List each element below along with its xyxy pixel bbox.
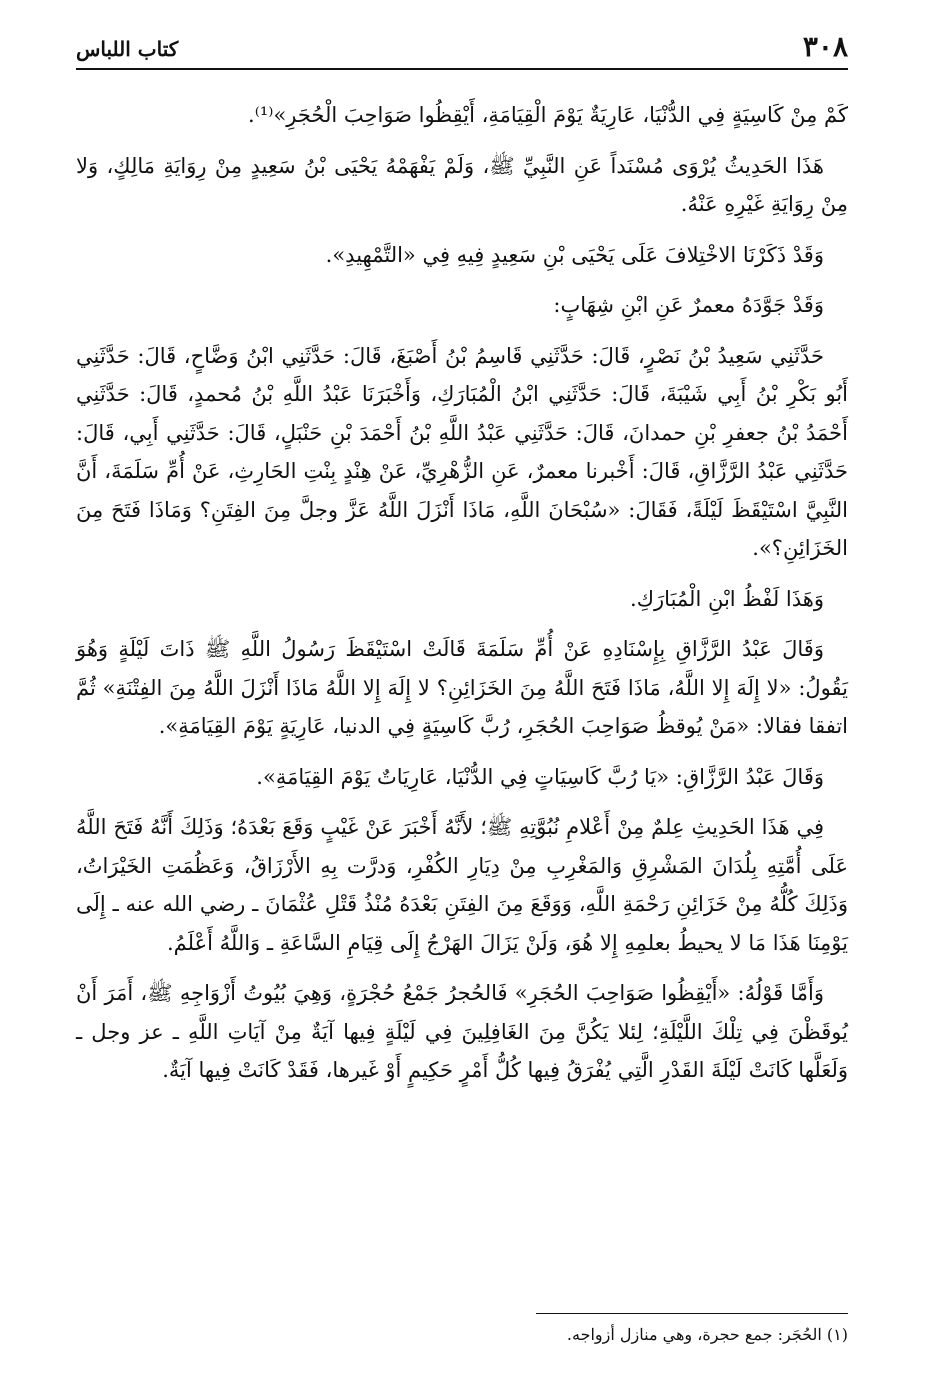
paragraph-lafz-note: وَهَذَا لَفْظُ ابْنِ الْمُبَارَكِ. <box>630 586 824 611</box>
paragraph-hadith-end: كَمْ مِنْ كَاسِيَةٍ فِي الدُّنْيَا، عَارِيَةٌ يَوْمَ الْقِيَامَةِ، أَيْقِظُوا صَوَاحِبَ الْحُجَرِ»⁽¹⁾. <box>248 103 848 127</box>
header-rule <box>76 68 848 70</box>
paragraph-abdurrazzaq-wording: وَقَالَ عَبْدُ الرَّزَّاقِ: «يَا رُبَّ كَاسِيَاتٍ فِي الدُّنْيَا، عَارِيَاتٌ يَوْمَ القِيَامَةِ». <box>256 764 824 789</box>
paragraph-isnad-chain: حَدَّثَنِي سَعِيدُ بْنُ نَصْرٍ، قَالَ: حَدَّثَنِي قَاسِمُ بْنُ أَصْبَغَ، قَالَ: حَدَّثَنِي ابْنُ وَضَّاحٍ، قَالَ: حَدَّثَنِي أَبُو بَكْرِ بْنُ أَبِي شَيْبَةَ، قَالَ: حَدَّثَنِي ابْنُ الْمُبَارَكِ، وَأَخْبَرَنَا عَبْدُ اللَّهِ بْنُ مُحمدٍ، قَالَ: حَدَّثَنِي أَحْمَدُ بْنُ جعفرِ بْنِ حمدانَ، قَالَ: حَدَّثَنِي عَبْدُ اللَّهِ بْنُ أَحْمَدَ بْنِ حَنْبَلٍ، قَالَ: حَدَّثَنِي أَبِي، قَالَ: حَدَّثَنِي عَبْدُ الرَّزَّاقِ، قَالَ: أَخْبرنا معمرٌ، عَنِ الزُّهْرِيِّ، عَنْ هِنْدٍ بِنْتِ الحَارِثِ، عَنْ أُمِّ سَلَمَةَ، أَنَّ النَّبِيَّ اسْتَيْقَظَ لَيْلَةً، فَقَالَ: «سُبْحَانَ اللَّهِ، مَاذَا أَنْزَلَ اللَّهُ عَزَّ وجلَّ مِنَ الفِتَنِ؟ وَمَاذَا فَتَحَ مِنَ الخَزَائِنِ؟». <box>76 343 848 560</box>
running-title: كتاب اللباس <box>76 37 179 61</box>
footnote-rule <box>536 1313 848 1314</box>
page-header <box>76 30 848 70</box>
paragraph-abdurrazzaq-narration: وَقَالَ عَبْدُ الرَّزَّاقِ بِإِسْنَادِهِ عَنْ أُمِّ سَلَمَةَ قَالَتْ اسْتَيْقَظَ رَسُولُ اللَّهِ ﷺ ذَاتَ لَيْلَةٍ وَهُوَ يَقُولُ: «لا إِلَهَ إِلا اللَّهُ، مَاذَا فَتَحَ اللَّهُ مِنَ الخَزَائِنِ؟ لا إِلَهَ إِلا اللَّهُ مَاذَا أَنْزَلَ اللَّهُ مِنَ الفِتْنَةِ» ثُمَّ اتفقا فقالا: «مَنْ يُوقظُ صَوَاحِبَ الحُجَرِ، رُبَّ كَاسِيَةٍ فِي الدنيا، عَارِيَةٍ يَوْمَ القِيَامَةِ». <box>76 637 848 738</box>
page-number: ٣٠٨ <box>802 30 848 63</box>
paragraph-tamhid-note: وَقَدْ ذَكَرْنَا الاخْتِلافَ عَلَى يَحْيَى بْنِ سَعِيدٍ فِيهِ فِي «التَّمْهِيدِ». <box>325 242 824 267</box>
body-text <box>76 96 848 1102</box>
paragraph-mamar-note: وَقَدْ جَوَّدَهُ معمرٌ عَنِ ابْنِ شِهَابٍ: <box>553 293 824 317</box>
paragraph-musnad-note: هَذَا الحَدِيثُ يُرْوَى مُسْنَداً عَنِ النَّبِيِّ ﷺ، وَلَمْ يَفْهَمْهُ يَحْيَى بْنُ سَعِيدٍ مِنْ رِوَايَةِ مَالِكٍ، وَلا مِنْ رِوَايَةِ غَيْرِهِ عَنْهُ. <box>76 153 848 216</box>
paragraph-hujar-explanation: وَأَمَّا قَوْلُهُ: «أَيْقِظُوا صَوَاحِبَ الحُجَرِ» فَالحُجرُ جَمْعُ حُجْرَةٍ، وَهِيَ بُيُوتُ أَزْوَاجِهِ ﷺ، أَمَرَ أَنْ يُوقَظْنَ فِي تِلْكَ اللَّيْلَةِ؛ لِئلا يَكُنَّ مِنَ الغَافِلِينَ فِي لَيْلَةٍ فِيها آيَةٌ مِنْ آيَاتِ اللَّهِ ـ عز وجل ـ وَلَعَلَّها كَانَتْ لَيْلَةَ القَدْرِ الَّتِي يُفْرَقُ فِيها كُلُّ أَمْرٍ حَكِيمٍ أَوْ غَيرها، فَقَدْ كَانَتْ فِيها آيَةٌ. <box>76 981 848 1082</box>
paragraph-commentary: فِي هَذَا الحَدِيثِ عِلمٌ مِنْ أَعْلامِ نُبُوَّتِهِ ﷺ؛ لأَنَّهُ أَخْبَرَ عَنْ غَيْبٍ وَقَعَ بَعْدَهُ؛ وَذَلِكَ أَنَّهُ فَتَحَ اللَّهُ عَلَى أُمَّتِهِ بِلُدَانَ المَشْرِقِ وَالمَغْرِبِ مِنْ دِيَارِ الكُفْرِ، وَدرَّت بِهِ الأَرْزَاقُ، وَعَظُمَتِ الخَيْرَاتُ، وَذَلِكَ كُلُّهُ مِنْ خَزَائِنِ رَحْمَةِ اللَّهِ، وَوَقَعَ مِنَ الفِتَنِ بَعْدَهُ مُنْذُ قَتْلِ عُثْمَانَ ـ رضي الله عنه ـ إِلَى يَوْمِنَا هَذَا مَا لا يحيطُ بعلمِهِ إِلا هُوَ، وَلَنْ يَزَالَ الهَرْجُ إِلَى قِيَامِ السَّاعَةِ ـ وَاللَّهُ أَعْلَمُ. <box>76 815 848 955</box>
footnote: (١) الحُجَر: جمع حجرة، وهي منازل أزواجه. <box>566 1325 848 1344</box>
